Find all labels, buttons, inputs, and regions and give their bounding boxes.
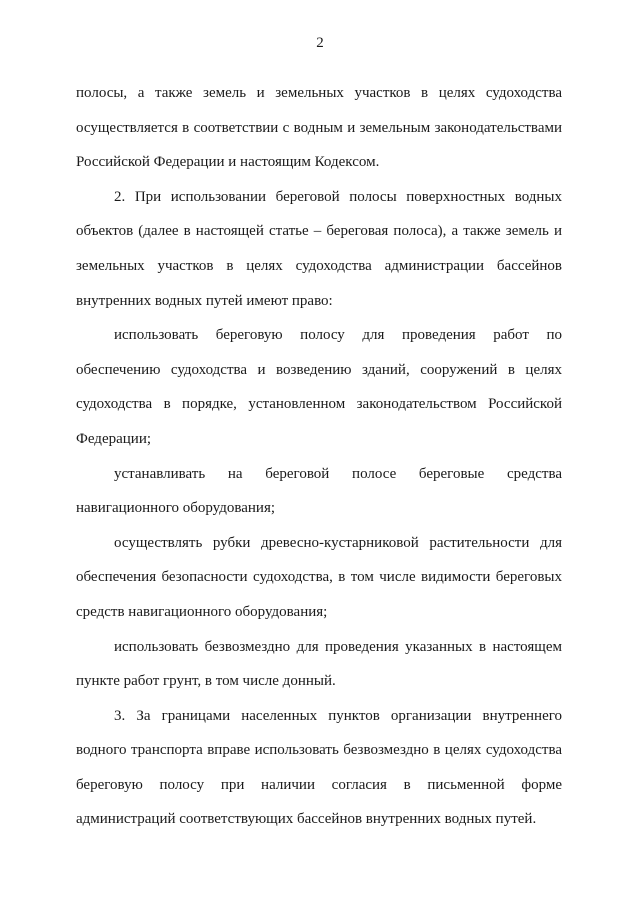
page-number: 2 — [316, 35, 324, 51]
paragraph-continuation: полосы, а также земель и земельных участков в целях судоходства осуществляется в соответствии с водным и земельным законодательствами Российской Федерации и настоящим Кодексом. — [76, 85, 562, 171]
paragraph-right-cutting: осуществлять рубки древесно-кустарниковой растительности для обеспечения безопасности судоходства, в том числе видимости береговых средств навигационного оборудования; — [76, 534, 562, 620]
paragraph-right-use-strip: использовать береговую полосу для проведения работ по обеспечению судоходства и возведению зданий, сооружений в целях судоходства в порядке, установленном законодательством Российской Федерации; — [76, 327, 562, 447]
paragraph-item-3: 3. За границами населенных пунктов организации внутреннего водного транспорта вправе использовать безвозмездно в целях судоходства береговую полосу при наличии согласия в письменной форме администраций соответствующих бассейнов внутренних водных путей. — [76, 707, 562, 828]
paragraph-item-2: 2. При использовании береговой полосы поверхностных водных объектов (далее в настоящей статье – береговая полоса), а также земель и земельных участков в целях судоходства администрации бассейнов внутренних водных путей имеют право: — [76, 188, 562, 309]
paragraph-right-soil: использовать безвозмездно для проведения указанных в настоящем пункте работ грунт, в том числе донный. — [76, 638, 562, 690]
paragraph-right-install-equipment: устанавливать на береговой полосе береговые средства навигационного оборудования; — [76, 465, 562, 517]
document-body — [76, 76, 562, 837]
